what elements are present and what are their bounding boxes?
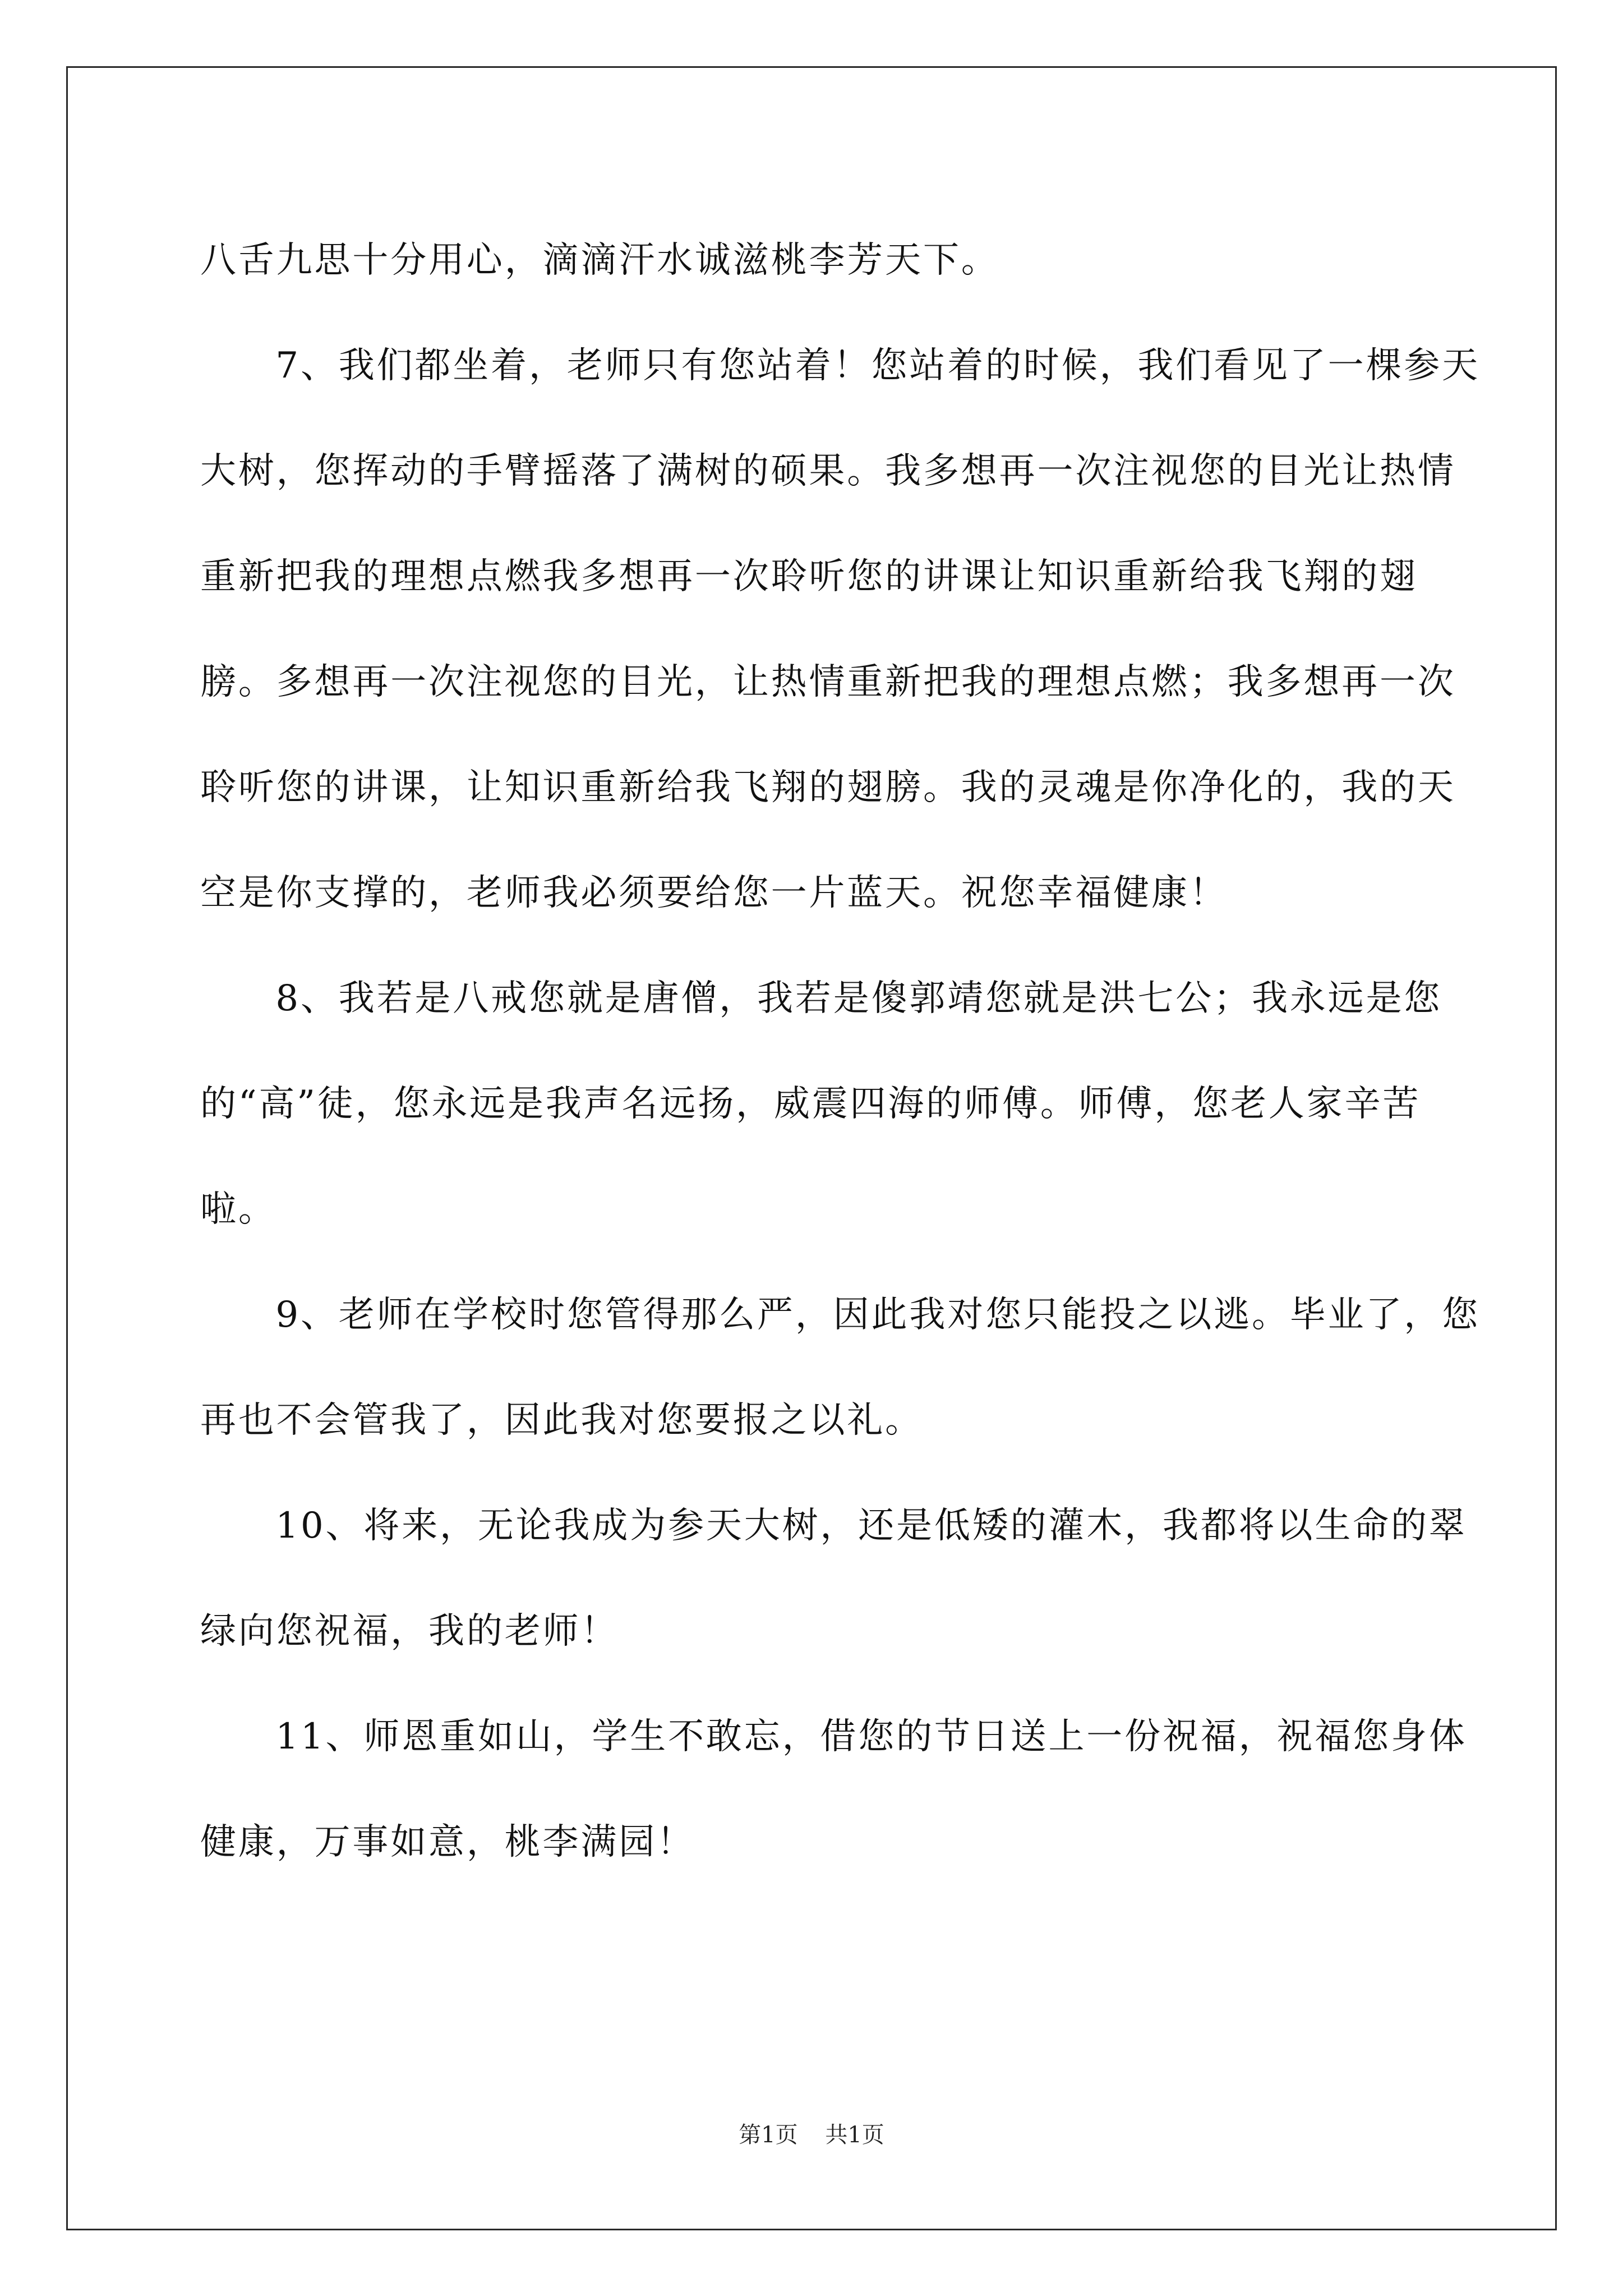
paragraph-item-11: 11、师恩重如山，学生不敢忘，借您的节日送上一份祝福，祝福您身体健康，万事如意，桃李满园！ — [200, 1716, 1467, 1863]
document-body — [200, 208, 1490, 1895]
paragraph-item-10: 10、将来，无论我成为参天大树，还是低矮的灌木，我都将以生命的翠绿向您祝福，我的老师！ — [200, 1505, 1467, 1652]
paragraph-item-8: 8、我若是八戒您就是唐僧，我若是傻郭靖您就是洪七公；我永远是您的“高”徒，您永远是我声名远扬，威震四海的师傅。师傅，您老人家辛苦啦。 — [200, 978, 1442, 1230]
page-total: 共1页 — [825, 2122, 884, 2148]
page-footer — [0, 2119, 1623, 2151]
page-number: 第1页 — [739, 2122, 798, 2148]
paragraph-item-7: 7、我们都坐着，老师只有您站着！您站着的时候，我们看见了一棵参天大树，您挥动的手臂摇落了满树的硕果。我多想再一次注视您的目光让热情重新把我的理想点燃我多想再一次聆听您的讲课让知识重新给我飞翔的翅膀。多想再一次注视您的目光，让热情重新把我的理想点燃；我多想再一次聆听您的讲课，让知识重新给我飞翔的翅膀。我的灵魂是你净化的，我的天空是你支撑的，老师我必须要给您一片蓝天。祝您幸福健康！ — [200, 345, 1480, 914]
paragraph-continuation: 八舌九思十分用心，滴滴汗水诚滋桃李芳天下。 — [200, 240, 999, 281]
paragraph-item-9: 9、老师在学校时您管得那么严，因此我对您只能投之以逃。毕业了，您再也不会管我了，因此我对您要报之以礼。 — [200, 1294, 1480, 1441]
